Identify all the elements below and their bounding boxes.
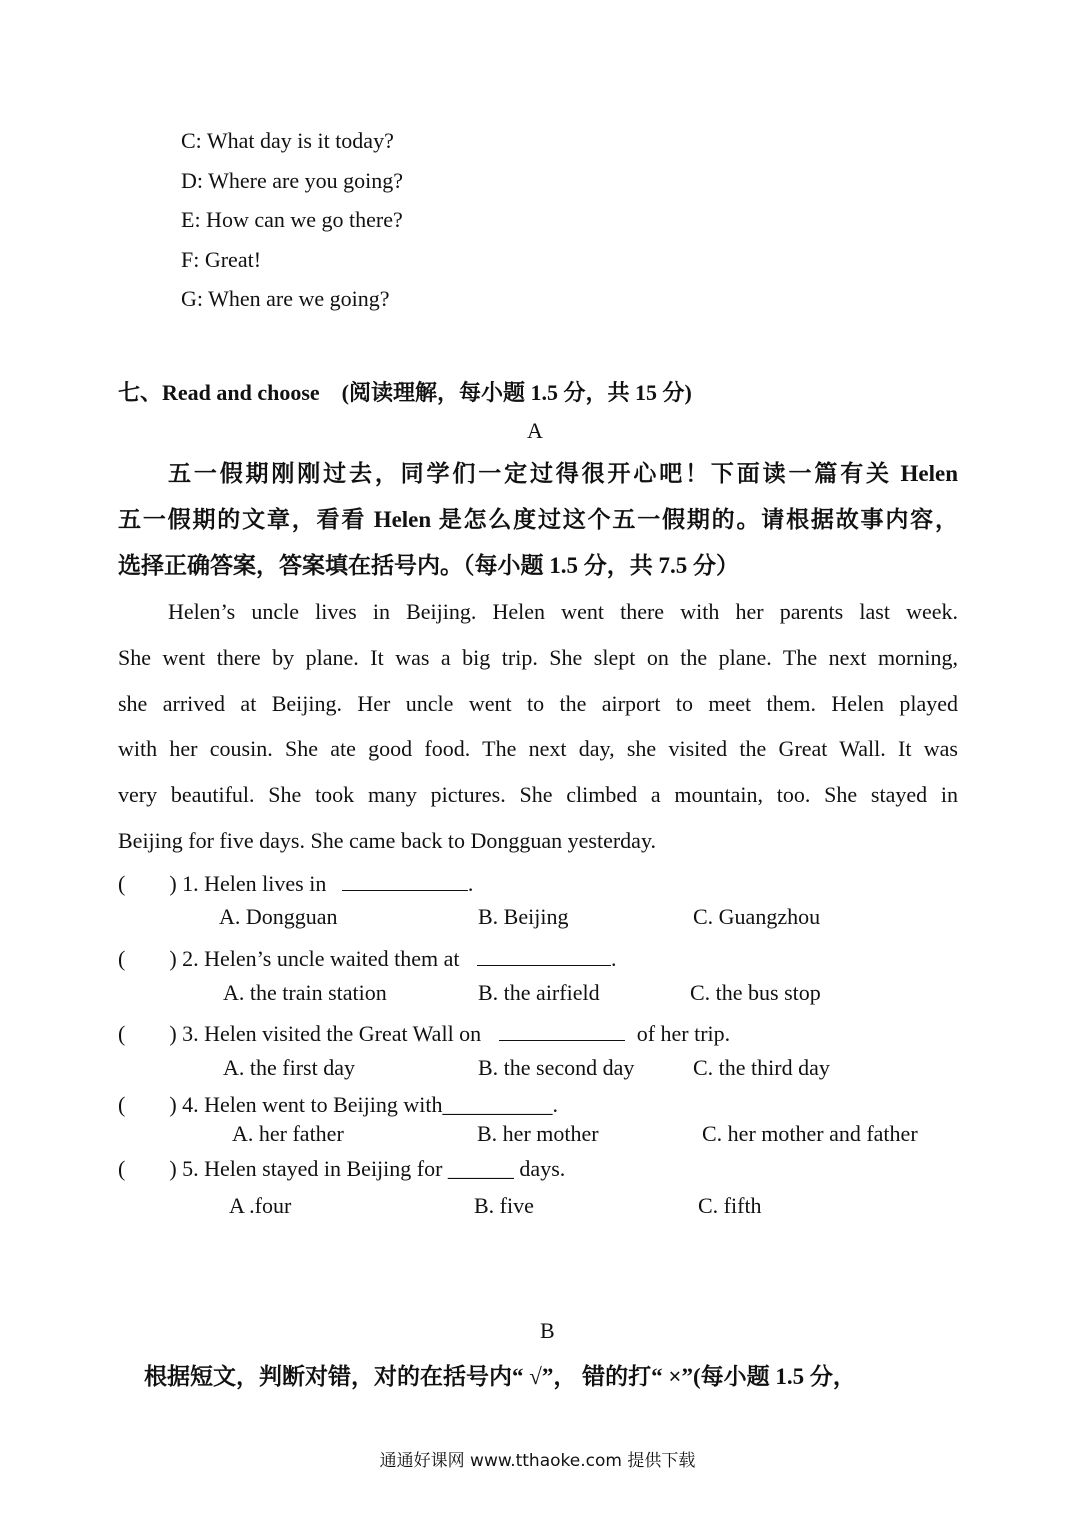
answer-blank [499, 1020, 625, 1041]
choice-a[interactable]: A .four [229, 1193, 292, 1218]
question-2 [118, 942, 617, 973]
passage-line: Beijing for five days. She came back to Dongguan yesterday. [118, 827, 657, 853]
dialogue-option-g: G: When are we going? [181, 286, 390, 311]
question-stem: 3. Helen visited the Great Wall on [182, 1021, 482, 1046]
choice-a[interactable]: A. the first day [223, 1055, 355, 1080]
intro-line: 选择正确答案，答案填在括号内。（每小题 1.5 分，共 7.5 分） [118, 553, 739, 578]
section-title: 七、Read and choose (阅读理解，每小题 1.5 分，共 15 分) [118, 380, 692, 405]
choice-b[interactable]: B. five [474, 1193, 534, 1218]
page-footer: 通通好课网 www.tthaoke.com 提供下载 [379, 1451, 696, 1471]
choice-c[interactable]: C. fifth [698, 1193, 762, 1218]
part-b-instruction: 根据短文，判断对错，对的在括号内“ √”， 错的打“ ×”(每小题 1.5 分， [144, 1364, 856, 1389]
answer-paren[interactable]: ( ) [118, 1092, 177, 1117]
question-stem: 4. Helen went to Beijing with__________. [182, 1092, 558, 1117]
intro-line: 五一假期刚刚过去，同学们一定过得很开心吧！下面读一篇有关 Helen [168, 461, 958, 486]
question-stem: 5. Helen stayed in Beijing for ______ days. [182, 1156, 566, 1181]
intro-line: 五一假期的文章，看看 Helen 是怎么度过这个五一假期的。请根据故事内容， [118, 507, 958, 532]
question-stem: 2. Helen’s uncle waited them at [182, 946, 460, 971]
passage-line: She went there by plane. It was a big trip. She slept on the plane. The next morning, [118, 644, 958, 670]
choice-b[interactable]: B. her mother [477, 1121, 599, 1146]
question-stem-end: . [611, 946, 617, 971]
answer-paren[interactable]: ( ) [118, 946, 177, 971]
answer-paren[interactable]: ( ) [118, 1156, 177, 1181]
answer-paren[interactable]: ( ) [118, 1021, 177, 1046]
choice-b[interactable]: B. the second day [478, 1055, 635, 1080]
question-3 [118, 1017, 730, 1048]
choice-a[interactable]: A. her father [232, 1121, 344, 1146]
question-stem-end: . [467, 871, 474, 896]
choice-c[interactable]: C. Guangzhou [693, 904, 821, 929]
question-stem: 1. Helen lives in [182, 871, 327, 896]
passage-line: she arrived at Beijing. Her uncle went to the airport to meet them. Helen played [118, 690, 958, 716]
answer-blank [477, 945, 611, 966]
passage-line: Helen’s uncle lives in Beijing. Helen went there with her parents last week. [168, 599, 958, 624]
choice-c[interactable]: C. the bus stop [690, 980, 821, 1005]
question-1 [118, 867, 473, 898]
passage-line: with her cousin. She ate good food. The next day, she visited the Great Wall. It was [118, 736, 958, 762]
question-5 [118, 1152, 565, 1183]
dialogue-option-e: E: How can we go there? [181, 207, 403, 232]
choice-a[interactable]: A. the train station [223, 980, 387, 1005]
part-b-label: B [540, 1318, 555, 1343]
answer-blank [342, 870, 468, 891]
passage-line: very beautiful. She took many pictures. She climbed a mountain, too. She stayed in [118, 782, 958, 808]
choice-c[interactable]: C. the third day [693, 1055, 830, 1080]
reading-passage [118, 589, 958, 864]
part-a-label: A [527, 418, 543, 443]
question-4 [118, 1088, 558, 1119]
part-a-intro [118, 451, 958, 589]
choice-c[interactable]: C. her mother and father [702, 1121, 918, 1146]
choice-b[interactable]: B. Beijing [478, 904, 569, 929]
dialogue-option-f: F: Great! [181, 247, 262, 272]
choice-b[interactable]: B. the airfield [478, 980, 600, 1005]
dialogue-option-d: D: Where are you going? [181, 168, 403, 193]
question-stem-end: of her trip. [636, 1021, 731, 1046]
dialogue-option-c: C: What day is it today? [181, 128, 394, 153]
choice-a[interactable]: A. Dongguan [219, 904, 338, 929]
answer-paren[interactable]: ( ) [118, 871, 177, 896]
